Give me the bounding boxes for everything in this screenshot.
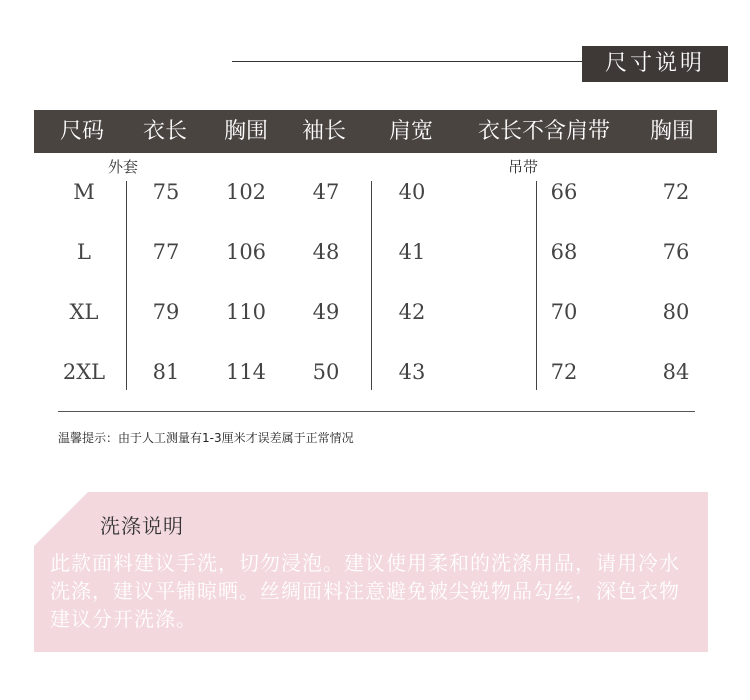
size-label-cell: L (77, 240, 91, 264)
header-length-no-strap: 衣长不含肩带 (478, 119, 611, 144)
measurement-cell: 41 (398, 240, 426, 264)
measurement-note: 温馨提示：由于人工测量有1-3厘米才误差属于正常情况 (58, 431, 354, 445)
header-length: 衣长 (143, 119, 188, 144)
measurement-cell: 66 (550, 180, 578, 204)
measurement-cell: 72 (550, 360, 578, 384)
size-label-cell: M (73, 180, 95, 204)
measurement-cell: 43 (398, 360, 426, 384)
panel-corner-notch (34, 492, 88, 546)
measurement-cell: 114 (225, 360, 267, 384)
measurement-cell: 42 (398, 300, 426, 324)
wash-instructions-title: 洗涤说明 (100, 514, 184, 538)
wash-instructions-text: 此款面料建议手洗，切勿浸泡。建议使用柔和的洗涤用品，请用冷水洗涤，建议平铺晾晒。丝绸面料注意避免被尖锐物品勾丝，深色衣物建议分开洗涤。 (50, 551, 680, 631)
measurement-cell: 47 (312, 180, 340, 204)
header-size: 尺码 (60, 119, 105, 144)
header-shoulder: 肩宽 (389, 119, 434, 144)
measurement-cell: 106 (225, 240, 267, 264)
measurement-cell: 50 (312, 360, 340, 384)
measurement-cell: 102 (225, 180, 267, 204)
column-divider (126, 181, 127, 390)
measurement-cell: 68 (550, 240, 578, 264)
measurement-cell: 72 (662, 180, 690, 204)
measurement-cell: 79 (152, 300, 180, 324)
header-bust: 胸围 (224, 119, 269, 144)
measurement-cell: 40 (398, 180, 426, 204)
header-sleeve: 袖长 (302, 119, 347, 144)
camisole-label: 吊带 (508, 158, 539, 176)
header-bust-camisole: 胸围 (650, 119, 695, 144)
column-divider (536, 181, 537, 390)
size-chart-title: 尺寸说明 (582, 46, 728, 82)
measurement-cell: 48 (312, 240, 340, 264)
measurement-cell: 75 (152, 180, 180, 204)
measurement-cell: 80 (662, 300, 690, 324)
table-bottom-line (58, 411, 695, 412)
jacket-label: 外套 (108, 158, 139, 176)
measurement-cell: 110 (225, 300, 267, 324)
column-divider (371, 181, 372, 390)
measurement-cell: 81 (152, 360, 180, 384)
size-label-cell: 2XL (62, 360, 106, 384)
measurement-cell: 84 (662, 360, 690, 384)
measurement-cell: 70 (550, 300, 578, 324)
measurement-cell: 49 (312, 300, 340, 324)
title-divider-line (232, 61, 584, 62)
measurement-cell: 76 (662, 240, 690, 264)
size-label-cell: XL (69, 300, 99, 324)
measurement-cell: 77 (152, 240, 180, 264)
table-header (34, 110, 717, 153)
